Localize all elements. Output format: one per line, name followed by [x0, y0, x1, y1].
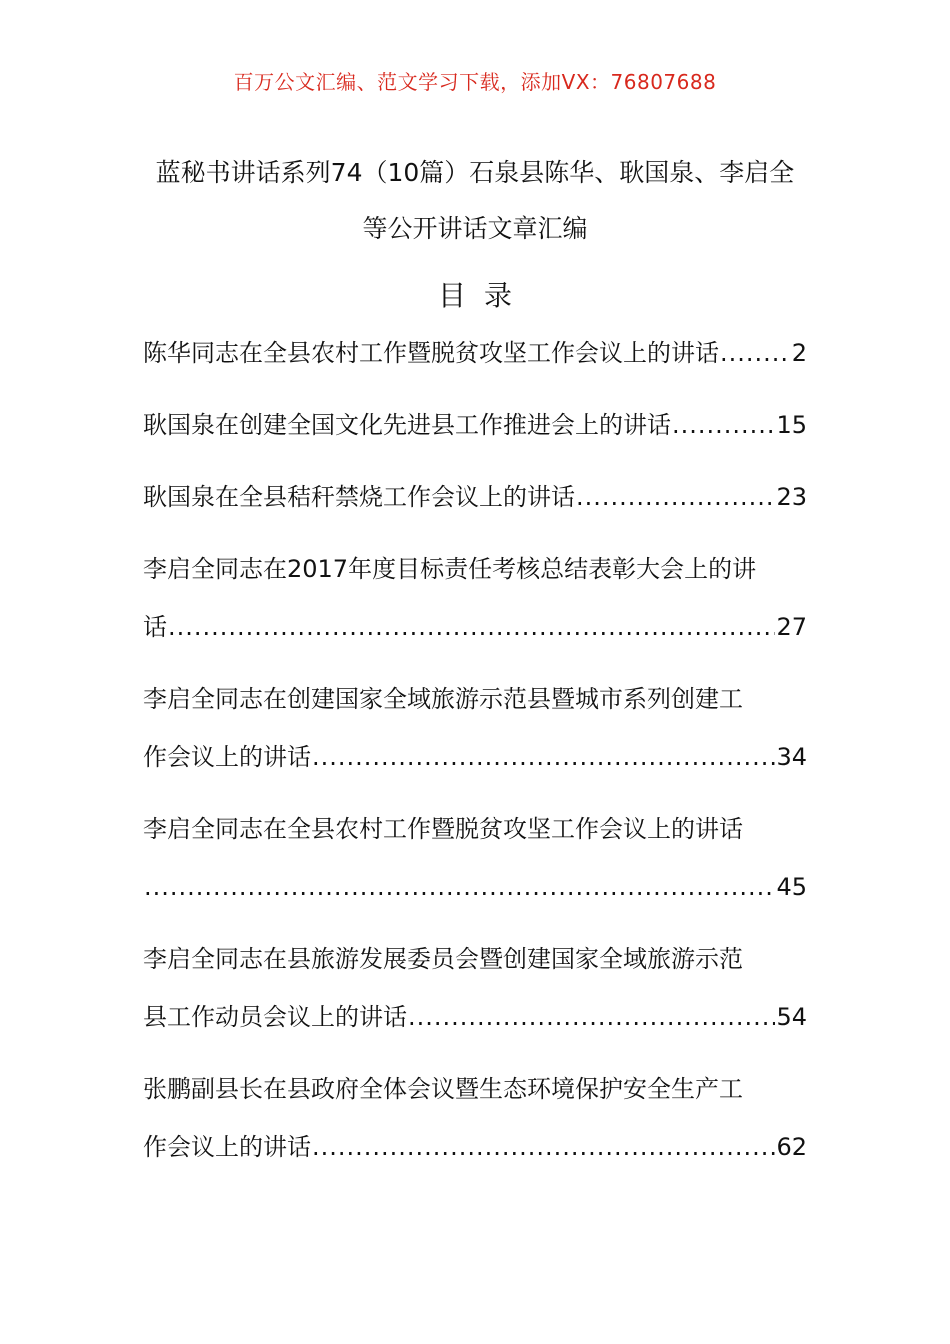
toc-leader-line	[143, 988, 807, 1046]
table-of-contents	[143, 324, 807, 1190]
toc-entry-title-continued: 话	[143, 613, 167, 641]
toc-entry[interactable]	[143, 324, 807, 382]
toc-entry-title: 李启全同志在县旅游发展委员会暨创建国家全域旅游示范	[143, 945, 743, 973]
toc-entry[interactable]	[143, 670, 807, 786]
toc-entry-title: 耿国泉在创建全国文化先进县工作推进会上的讲话	[143, 411, 671, 439]
toc-entry-title-continued: 作会议上的讲话	[143, 1133, 311, 1161]
toc-entry-title: 陈华同志在全县农村工作暨脱贫攻坚工作会议上的讲话	[143, 339, 719, 367]
toc-page-number: 34	[776, 743, 807, 771]
toc-dot-leader	[720, 324, 791, 382]
toc-dot-leader	[408, 988, 775, 1046]
header-note: 百万公文汇编、范文学习下载，添加VX：76807688	[233, 70, 717, 94]
toc-entry-title-continued: 作会议上的讲话	[143, 743, 311, 771]
toc-leader-line	[143, 858, 807, 916]
toc-entry-title-continued: 县工作动员会议上的讲话	[143, 1003, 407, 1031]
toc-page-number: 45	[776, 873, 807, 901]
toc-heading: 目录	[437, 279, 530, 312]
toc-page-number: 62	[776, 1133, 807, 1161]
toc-dot-leader	[312, 1118, 775, 1176]
toc-page-number: 2	[791, 339, 807, 367]
toc-entry-title: 李启全同志在创建国家全域旅游示范县暨城市系列创建工	[143, 685, 743, 713]
toc-entry[interactable]	[143, 468, 807, 526]
toc-entry-title: 李启全同志在2017年度目标责任考核总结表彰大会上的讲	[143, 555, 757, 583]
toc-entry-title: 耿国泉在全县秸秆禁烧工作会议上的讲话	[143, 483, 575, 511]
toc-page-number: 23	[776, 483, 807, 511]
toc-entry[interactable]	[143, 396, 807, 454]
title-line-2: 等公开讲话文章汇编	[362, 214, 588, 243]
toc-entry[interactable]	[143, 930, 807, 1046]
toc-dot-leader	[312, 728, 775, 786]
toc-dot-leader	[168, 598, 775, 656]
document-title	[130, 145, 820, 257]
toc-leader-line	[143, 598, 807, 656]
toc-page-number: 54	[776, 1003, 807, 1031]
toc-leader-line	[143, 1118, 807, 1176]
toc-entry[interactable]	[143, 800, 807, 916]
toc-dot-leader	[672, 396, 775, 454]
toc-leader-line	[143, 468, 807, 526]
toc-entry-title: 李启全同志在全县农村工作暨脱贫攻坚工作会议上的讲话	[143, 815, 743, 843]
toc-dot-leader	[144, 858, 775, 916]
toc-leader-line	[143, 728, 807, 786]
toc-entry[interactable]	[143, 540, 807, 656]
toc-entry[interactable]	[143, 1060, 807, 1176]
toc-dot-leader	[576, 468, 775, 526]
toc-page-number: 27	[776, 613, 807, 641]
toc-entry-title: 张鹏副县长在县政府全体会议暨生态环境保护安全生产工	[143, 1075, 743, 1103]
title-line-1: 蓝秘书讲话系列74（10篇）石泉县陈华、耿国泉、李启全	[155, 158, 795, 187]
toc-leader-line	[143, 396, 807, 454]
toc-leader-line	[143, 324, 807, 382]
toc-page-number: 15	[776, 411, 807, 439]
